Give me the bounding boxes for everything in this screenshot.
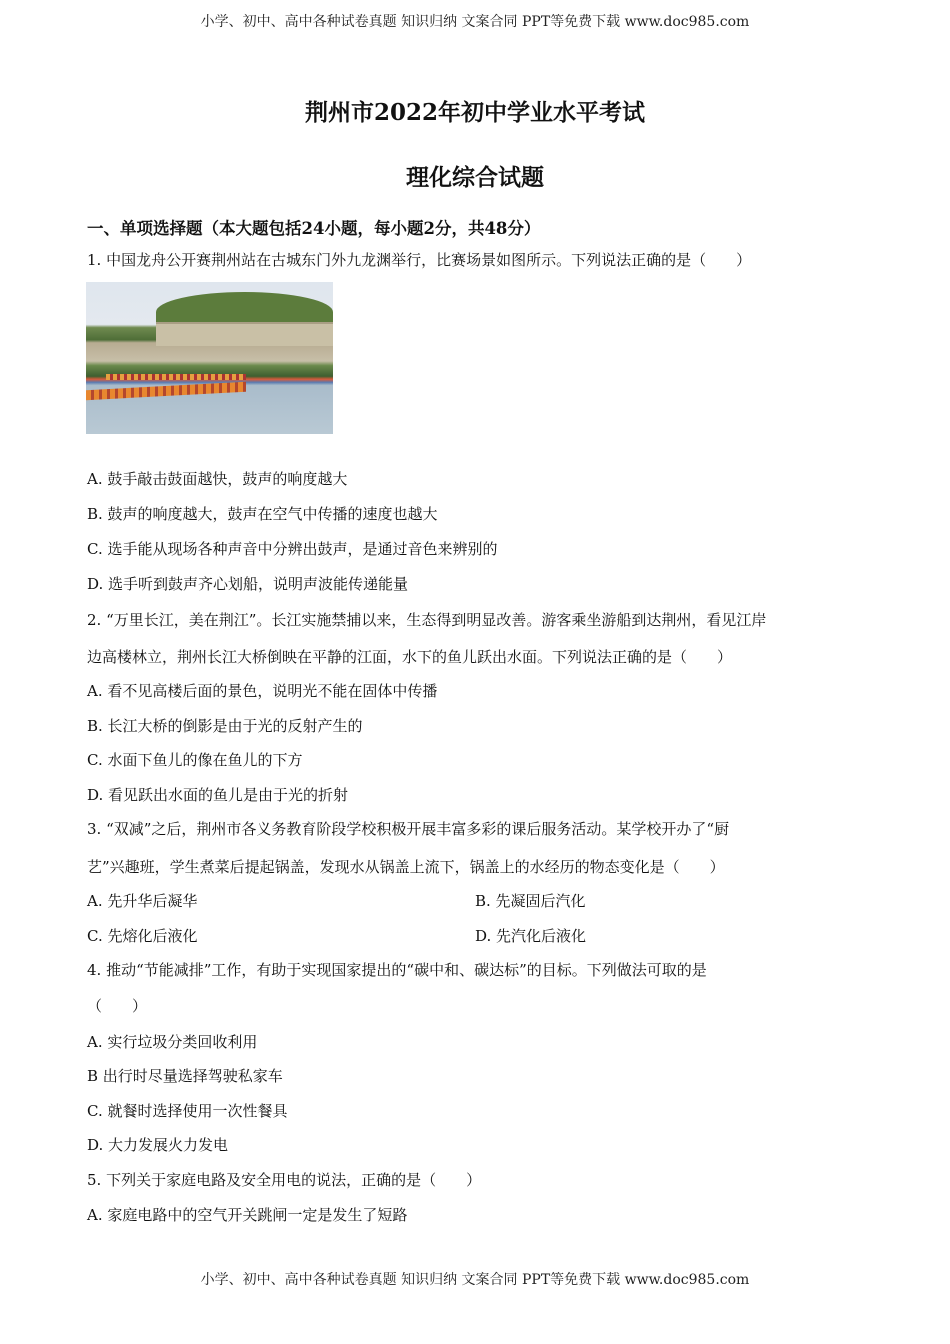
exam-title: 荆州市2022年初中学业水平考试 [304, 99, 645, 126]
question-2-stem-line1: 2. “万里长江，美在荆江”。长江实施禁捕以来，生态得到明显改善。游客乘坐游船到达荆州，看见江岸 [87, 611, 767, 629]
q1-option-b: B. 鼓声的响度越大，鼓声在空气中传播的速度也越大 [87, 505, 438, 523]
dragon-boat [86, 382, 246, 400]
q1-option-d: D. 选手听到鼓声齐心划船，说明声波能传递能量 [87, 575, 409, 593]
question-4-stem-line2: （ ） [87, 997, 148, 1015]
dragon-boat-race-image [86, 282, 333, 434]
boats [106, 374, 246, 380]
q1-option-c: C. 选手能从现场各种声音中分辨出鼓声，是通过音色来辨别的 [87, 540, 498, 558]
q1-option-a: A. 鼓手敲击鼓面越快，鼓声的响度越大 [87, 470, 348, 488]
question-5-stem: 5. 下列关于家庭电路及安全用电的说法，正确的是（ ） [87, 1171, 482, 1189]
city-wall [156, 322, 333, 346]
q4-option-a: A. 实行垃圾分类回收利用 [87, 1033, 258, 1051]
q4-option-c: C. 就餐时选择使用一次性餐具 [87, 1102, 288, 1120]
q2-option-a: A. 看不见高楼后面的景色，说明光不能在固体中传播 [87, 682, 438, 700]
question-3-stem-line2: 艺”兴趣班，学生煮菜后提起锅盖，发现水从锅盖上流下，锅盖上的水经历的物态变化是（ ） [87, 858, 725, 876]
section-heading: 一、单项选择题（本大题包括24小题，每小题2分，共48分） [87, 219, 541, 238]
page-footer: 小学、初中、高中各种试卷真题 知识归纳 文案合同 PPT等免费下载 www.doc985.com [200, 1272, 750, 1288]
question-3-stem-line1: 3. “双减”之后，荆州市各义务教育阶段学校积极开展丰富多彩的课后服务活动。某学校开办了“厨 [87, 820, 730, 838]
q2-option-d: D. 看见跃出水面的鱼儿是由于光的折射 [87, 786, 349, 804]
q3-option-d: D. 先汽化后液化 [475, 927, 587, 945]
q2-option-c: C. 水面下鱼儿的像在鱼儿的下方 [87, 751, 303, 769]
q3-option-a: A. 先升华后凝华 [87, 892, 198, 910]
q2-option-b: B. 长江大桥的倒影是由于光的反射产生的 [87, 717, 363, 735]
q3-option-b: B. 先凝固后汽化 [475, 892, 586, 910]
q3-option-c: C. 先熔化后液化 [87, 927, 198, 945]
question-4-stem-line1: 4. 推动“节能减排”工作，有助于实现国家提出的“碳中和、碳达标”的目标。下列做法可取的是 [87, 961, 707, 979]
q4-option-b: B 出行时尽量选择驾驶私家车 [87, 1067, 283, 1085]
page-header: 小学、初中、高中各种试卷真题 知识归纳 文案合同 PPT等免费下载 www.doc985.com [200, 14, 750, 30]
q4-option-d: D. 大力发展火力发电 [87, 1136, 229, 1154]
question-2-stem-line2: 边高楼林立，荆州长江大桥倒映在平静的江面，水下的鱼儿跃出水面。下列说法正确的是（ ） [87, 648, 733, 666]
question-1-stem: 1. 中国龙舟公开赛荆州站在古城东门外九龙渊举行，比赛场景如图所示。下列说法正确的是（ ） [87, 251, 752, 269]
exam-subtitle: 理化综合试题 [406, 164, 544, 191]
q5-option-a: A. 家庭电路中的空气开关跳闸一定是发生了短路 [87, 1206, 408, 1224]
